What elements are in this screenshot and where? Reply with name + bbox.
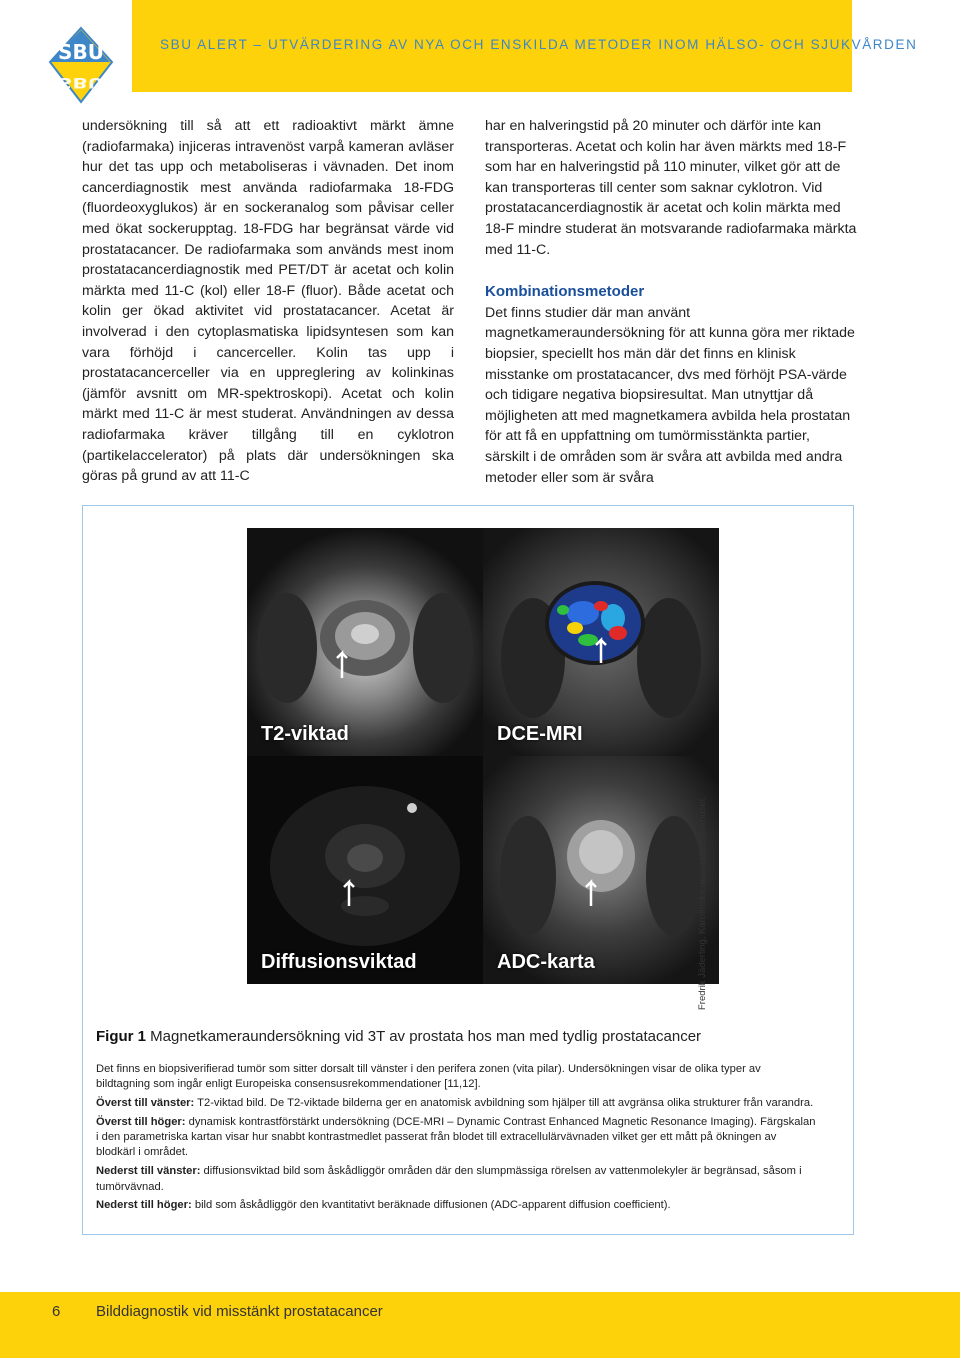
- caption-bottom-left: [96, 1164, 816, 1195]
- logo-text-reflection: SBU: [58, 74, 104, 91]
- image-credit: Fredrik Jäderling, Karolinska universitetssjukhuset: [697, 798, 708, 1010]
- caption-bottom-right-label: Nederst till höger:: [96, 1199, 192, 1212]
- left-column: [82, 116, 454, 487]
- left-paragraph: undersökning till så att ett radioaktivt märkt ämne (radiofarmaka) injiceras intravenöst varpå kameran avläser hur det tas upp och metaboliseras i vävnaden. Det inom cancerdiagnostik mest använda radiofarmaka 18-FDG (fluordeoxyglukos) är en sockeranalog som påvisar celler med ökat sockerupptag. 18-FDG har begränsat värde vid prostatacancer. De radiofarmaka som används mest inom prostatacancerdiagnostik med PET/DT är acetat och kolin märkta med 11-C (kol) eller 18-F (fluor). Både acetat och kolin ger ökad aktivitet vid prostatacancer. Acetat är involverad i den cytoplasmatiska lipidsyntesen som kan vara förhöjd i cancerceller. Kolin tas upp i prostatacancerceller via en uppreglering av kolinkinas (jämför avsnitt om MR-spektroskopi). Acetat och kolin märkt med 11-C är mest studerat. Användningen av dessa radiofarmaka kräver tillgång till en cyklotron (partikelaccelerator) på plats där undersökningen ska göras på grund av att 11-C: [82, 118, 454, 485]
- mri-image-adc: [483, 756, 719, 984]
- caption-top-left-label: Överst till vänster:: [96, 1097, 195, 1110]
- mri-image-dce: [483, 528, 719, 756]
- panel-label-adc: ADC-karta: [497, 951, 595, 973]
- header-title: SBU ALERT – UTVÄRDERING AV NYA OCH ENSKILDA METODER INOM HÄLSO- OCH SJUKVÅRDEN: [160, 37, 918, 52]
- panel-label-dce: DCE-MRI: [497, 723, 583, 745]
- mri-image-t2: [247, 528, 483, 756]
- figure-title: [96, 1028, 701, 1045]
- panel-label-t2: T2-viktad: [261, 723, 349, 745]
- caption-bottom-right-text: bild som åskådliggör den kvantitativt beräknade diffusionen (ADC-apparent diffusion coefficient).: [191, 1199, 671, 1212]
- right-paragraph-2: Det finns studier där man använt magnetkameraundersökning för att kunna göra mer riktade biopsier, speciellt hos män där det finns en klinisk misstanke om prostatacancer, dvs med förhöjt PSA-värde och tidigare negativa biopsiresultat. Man utnyttjar då möjligheten att med magnetkamera avbilda hela prostatan för att få en uppfattning om tumörmisstänkta partier, särskilt i de områden som är svåra att avbilda med andra metoder eller som är svåra: [485, 304, 855, 486]
- footer-band: [0, 1292, 960, 1358]
- mri-panel-dce: [483, 528, 719, 756]
- caption-top-left: [96, 1096, 816, 1111]
- page-number: 6: [52, 1303, 61, 1320]
- panel-label-dwi: Diffusionsviktad: [261, 951, 417, 973]
- right-column: [485, 116, 857, 488]
- caption-top-right: [96, 1115, 816, 1161]
- section-title: Kombinationsmetoder: [485, 283, 645, 301]
- caption-intro: Det finns en biopsiverifierad tumör som sitter dorsalt till vänster i den perifera zonen (vita pilar). Undersökningen visar de olika typer av bildtagning som ingår enligt Europeiska consensusrekommendationer [11,12].: [96, 1063, 761, 1091]
- caption-bottom-left-label: Nederst till vänster:: [96, 1165, 201, 1178]
- mri-panel-adc: [483, 756, 719, 984]
- figure-number: Figur 1: [96, 1028, 147, 1045]
- mri-panel-dwi: [247, 756, 483, 984]
- logo-text: SBU: [58, 40, 104, 64]
- figure-title-text: Magnetkameraundersökning vid 3T av prostata hos man med tydlig prostatacancer: [146, 1028, 702, 1045]
- sbu-logo: [48, 26, 114, 104]
- footer-title: Bilddiagnostik vid misstänkt prostatacancer: [96, 1303, 383, 1320]
- mri-panel-t2: [247, 528, 483, 756]
- mri-image-dwi: [247, 756, 483, 984]
- caption-bottom-left-text: diffusionsviktad bild som åskådliggör områden där den slumpmässiga rörelsen av vattenmolekyler är begränsad, såsom i tumörvävnad.: [96, 1165, 802, 1193]
- right-paragraph-1: har en halveringstid på 20 minuter och därför inte kan transporteras. Acetat och kolin har även märkts med 18-F som har en halveringstid på 110 minuter, vilket gör att de kan transporteras till center som saknar cyklotron. Vid prostatacancerdiagnostik är acetat och kolin märkta med 18-F mindre studerat än motsvarande radiofarmaka märkta med 11-C.: [485, 118, 857, 258]
- caption-top-left-text: T2-viktad bild. De T2-viktade bilderna ger en anatomisk avbildning som hjälper till att avgränsa olika strukturer från varandra.: [194, 1097, 814, 1110]
- caption-bottom-right: [96, 1198, 816, 1213]
- caption-top-right-label: Överst till höger:: [96, 1115, 186, 1128]
- figure-caption: [96, 1062, 816, 1217]
- caption-top-right-text: dynamisk kontrastförstärkt undersökning (DCE-MRI – Dynamic Contrast Enhanced Magnetic Resonance Imaging). Färgskalan i den parametriska kartan visar hur snabbt kontrastmedlet passerat från blodet till extracellulärvävnaden vilket ger ett mått på ökningen av blodkärl i området.: [96, 1115, 816, 1159]
